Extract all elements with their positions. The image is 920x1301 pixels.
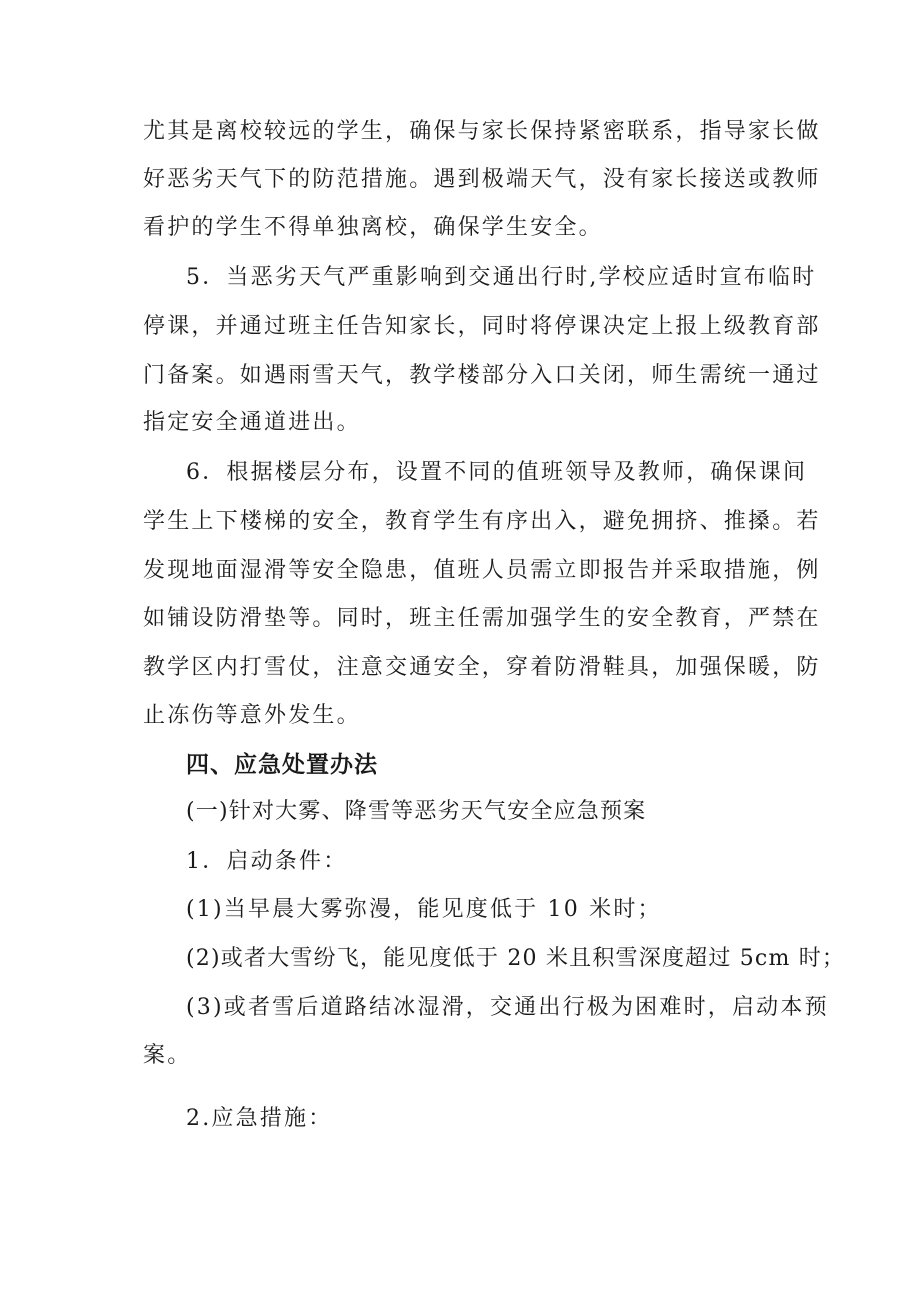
text-line: 教学区内打雪仗，注意交通安全，穿着防滑鞋具，加强保暖，防	[143, 655, 821, 680]
text-line: 5．当恶劣天气严重影响到交通出行时,学校应适时宣布临时	[186, 265, 817, 290]
text-line: 看护的学生不得单独离校，确保学生安全。	[143, 215, 603, 240]
text-line: 好恶劣天气下的防范措施。遇到极端天气，没有家长接送或教师	[143, 167, 821, 192]
text-line: 停课，并通过班主任告知家长，同时将停课决定上报上级教育部	[143, 314, 821, 339]
section-heading: 四、应急处置办法	[186, 752, 378, 778]
subsection-heading: (一)针对大雾、降雪等恶劣天气安全应急预案	[186, 799, 647, 824]
condition-item-continued: 案。	[143, 1043, 192, 1068]
text-line: 指定安全通道进出。	[143, 410, 361, 435]
text-line: 如铺设防滑垫等。同时，班主任需加强学生的安全教育，严禁在	[143, 606, 821, 631]
emergency-measures-title: 2.应急措施：	[186, 1106, 333, 1131]
condition-item: (3)或者雪后道路结冰湿滑，交通出行极为困难时，启动本预	[186, 995, 829, 1020]
text-line: 6．根据楼层分布，设置不同的值班领导及教师，确保课间	[186, 460, 808, 485]
text-line: 学生上下楼梯的安全，教育学生有序出入，避免拥挤、推搡。若	[143, 509, 821, 534]
condition-item: (2)或者大雪纷飞，能见度低于 20 米且积雪深度超过 5cm 时；	[186, 946, 846, 971]
start-conditions-title: 1．启动条件：	[186, 849, 348, 874]
text-line: 发现地面湿滑等安全隐患，值班人员需立即报告并采取措施，例	[143, 558, 821, 583]
text-line: 止冻伤等意外发生。	[143, 703, 361, 728]
condition-item: (1)当早晨大雾弥漫，能见度低于 10 米时；	[186, 897, 662, 922]
text-line: 门备案。如遇雨雪天气，教学楼部分入口关闭，师生需统一通过	[143, 363, 821, 388]
text-line: 尤其是离校较远的学生，确保与家长保持紧密联系，指导家长做	[143, 119, 821, 144]
